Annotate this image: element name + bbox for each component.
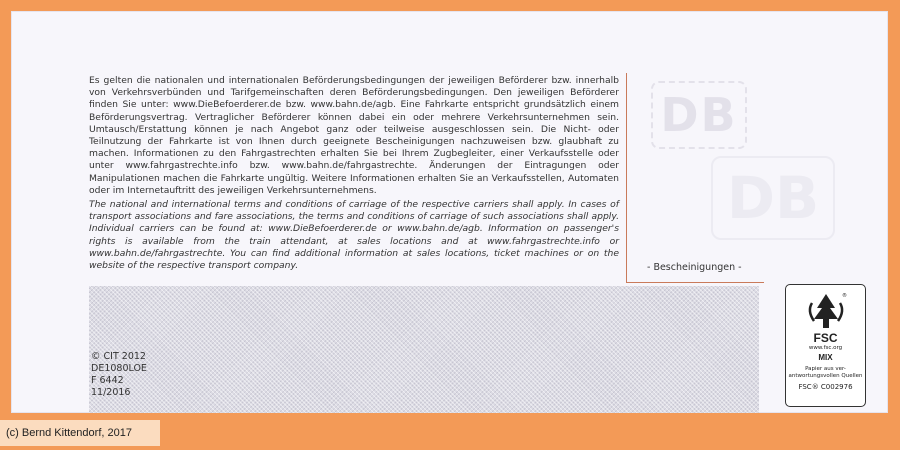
fsc-description: Papier aus ver-antwortungsvollen Quellen [788,366,863,379]
print-info-date: 11/2016 [91,387,131,398]
fsc-url: www.fsc.org [808,345,843,351]
print-info-form-id: DE1080LOE [91,363,147,374]
fsc-mix: MIX [818,353,833,362]
fsc-tree-icon [804,291,848,331]
svg-text:®: ® [841,293,847,299]
terms-english: The national and international terms and conditions of carriage of the respective carriers shall apply. In cases of transport associations and fare associations, the terms and conditions of carriage of such associations shall apply. Individual carriers can be found at: www.DieBefoerderer.de or www.bahn.de/agb. Information on passenger's rights is available from the train attendant, at sales locations and at www.fahrgastrechte.info or www.bahn.de/fahrgastrechte. You can find additional information at sales locations, ticket machines or on the website of the respective transport company. [89,199,619,272]
fsc-name: FSC [813,331,838,345]
print-info-copyright: © CIT 2012 [91,351,146,362]
ticket-back [11,11,888,413]
db-watermark-logo-large: DB [711,156,835,240]
certificates-label: - Bescheinigungen - [647,262,742,273]
print-info-form-number: F 6442 [91,375,124,386]
db-watermark-logo: DB [651,81,747,149]
certificates-bottom-line [627,282,764,283]
security-pattern [89,286,759,413]
photo-copyright: (c) Bernd Kittendorf, 2017 [0,420,160,446]
certificates-divider [626,73,627,283]
fsc-label [785,284,866,407]
terms-german: Es gelten die nationalen und internationalen Beförderungsbedingungen der jeweiligen Beförderer bzw. innerhalb von Verkehrsverbünden und Tarifgemeinschaften deren Beförderungsbedingungen. Den jeweiligen Beförderer finden Sie unter: www.DieBefoerderer.de bzw. www.bahn.de/agb. Eine Fahrkarte entspricht grundsätzlich einem Beförderungsvertrag. Vertraglicher Beförderer können dabei ein oder mehrere Verkehrsunternehmen sein. Umtausch/Erstattung können je nach Angebot ganz oder teilweise ausgeschlossen sein. Die Nicht- oder Teilnutzung der Fahrkarte ist von Ihnen durch geeignete Bescheinigungen nachzuweisen bzw. glaubhaft zu machen. Informationen zu den Fahrgastrechten erhalten Sie bei Ihrem Zugbegleiter, einer Verkaufsstelle oder unter www.fahrgastrechte.info bzw. www.bahn.de/fahrgastrechte. Änderungen der Eintragungen oder Manipulationen machen die Fahrkarte ungültig. Weitere Informationen erhalten Sie an Verkaufsstellen, Automaten oder im Internetauftritt des jeweiligen Verkehrsunternehmens. [89,75,619,196]
fsc-code: FSC® C002976 [798,383,853,391]
print-info [91,351,147,399]
terms-and-conditions [89,75,619,272]
